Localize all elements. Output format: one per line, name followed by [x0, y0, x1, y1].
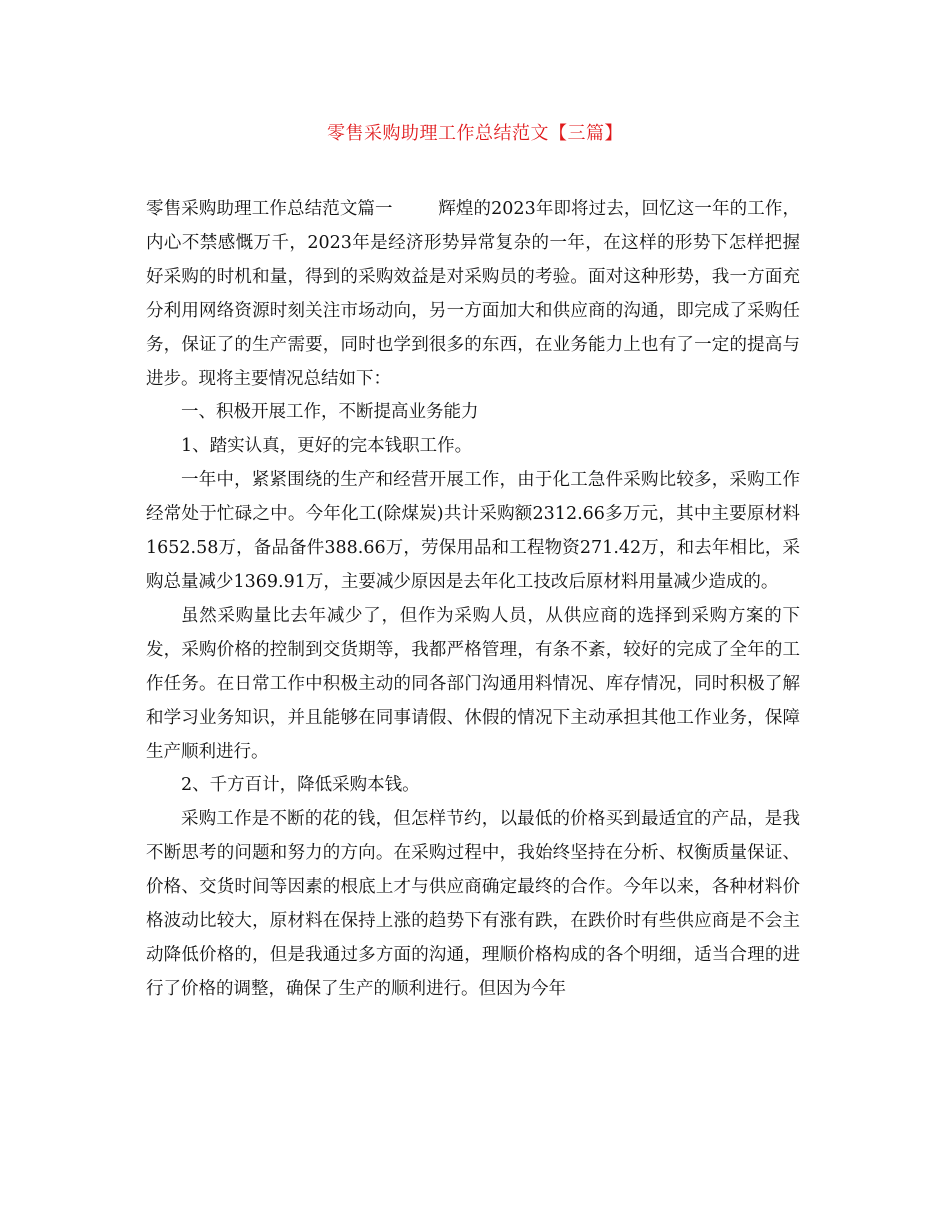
body-paragraph-4: 采购工作是不断的花的钱，但怎样节约，以最低的价格买到最适宜的产品，是我不断思考的问题和努力的方向。在采购过程中，我始终坚持在分析、权衡质量保证、价格、交货时间等因素的根底上才与供应商确定最终的合作。今年以来，各种材料价格波动比较大，原材料在保持上涨的趋势下有涨有跌，在跌价时有些供应商是不会主动降低价格的，但是我通过多方面的沟通，理顺价格构成的各个明细，适当合理的进行了价格的调整，确保了生产的顺利进行。但因为今年: [146, 809, 800, 999]
first-heading: 零售采购助理工作总结范文篇一: [146, 199, 393, 219]
intro-paragraph: [146, 193, 800, 396]
document-title: 零售采购助理工作总结范文【三篇】: [327, 123, 623, 144]
body-paragraph-3: 虽然采购量比去年减少了，但作为采购人员，从供应商的选择到采购方案的下发，采购价格的控制到交货期等，我都严格管理，有条不紊，较好的完成了全年的工作任务。在日常工作中积极主动的同各部门沟通用料情况、库存情况，同时积极了解和学习业务知识，并且能够在同事请假、休假的情况下主动承担其他工作业务，保障生产顺利进行。: [146, 605, 800, 762]
subsection-heading-1: 1、踏实认真，更好的完本钱职工作。: [181, 436, 473, 457]
subsection-heading-2: 2、千方百计，降低采购本钱。: [181, 775, 420, 796]
body-paragraph-2: 一年中，紧紧围绕的生产和经营开展工作，由于化工急件采购比较多，采购工作经常处于忙碌之中。今年化工(除煤炭)共计采购额2312.66多万元，其中主要原材料1652.58万，备品备件388.66万，劳保用品和工程物资271.42万，和去年相比，采购总量减少1369.91万，主要减少原因是去年化工技改后原材料用量减少造成的。: [146, 470, 800, 592]
first-paragraph: 辉煌的2023年即将过去，回忆这一年的工作，内心不禁感慨万千，2023年是经济形势异常复杂的一年，在这样的形势下怎样把握好采购的时机和量，得到的采购效益是对采购员的考验。面对这种形势，我一方面充分利用网络资源时刻关注市场动向，另一方面加大和供应商的沟通，即完成了采购任务，保证了的生产需要，同时也学到很多的东西，在业务能力上也有了一定的提高与进步。现将主要情况总结如下：: [146, 199, 800, 389]
section-heading: 一、积极开展工作，不断提高业务能力: [181, 402, 479, 423]
document-body: [146, 193, 800, 1007]
